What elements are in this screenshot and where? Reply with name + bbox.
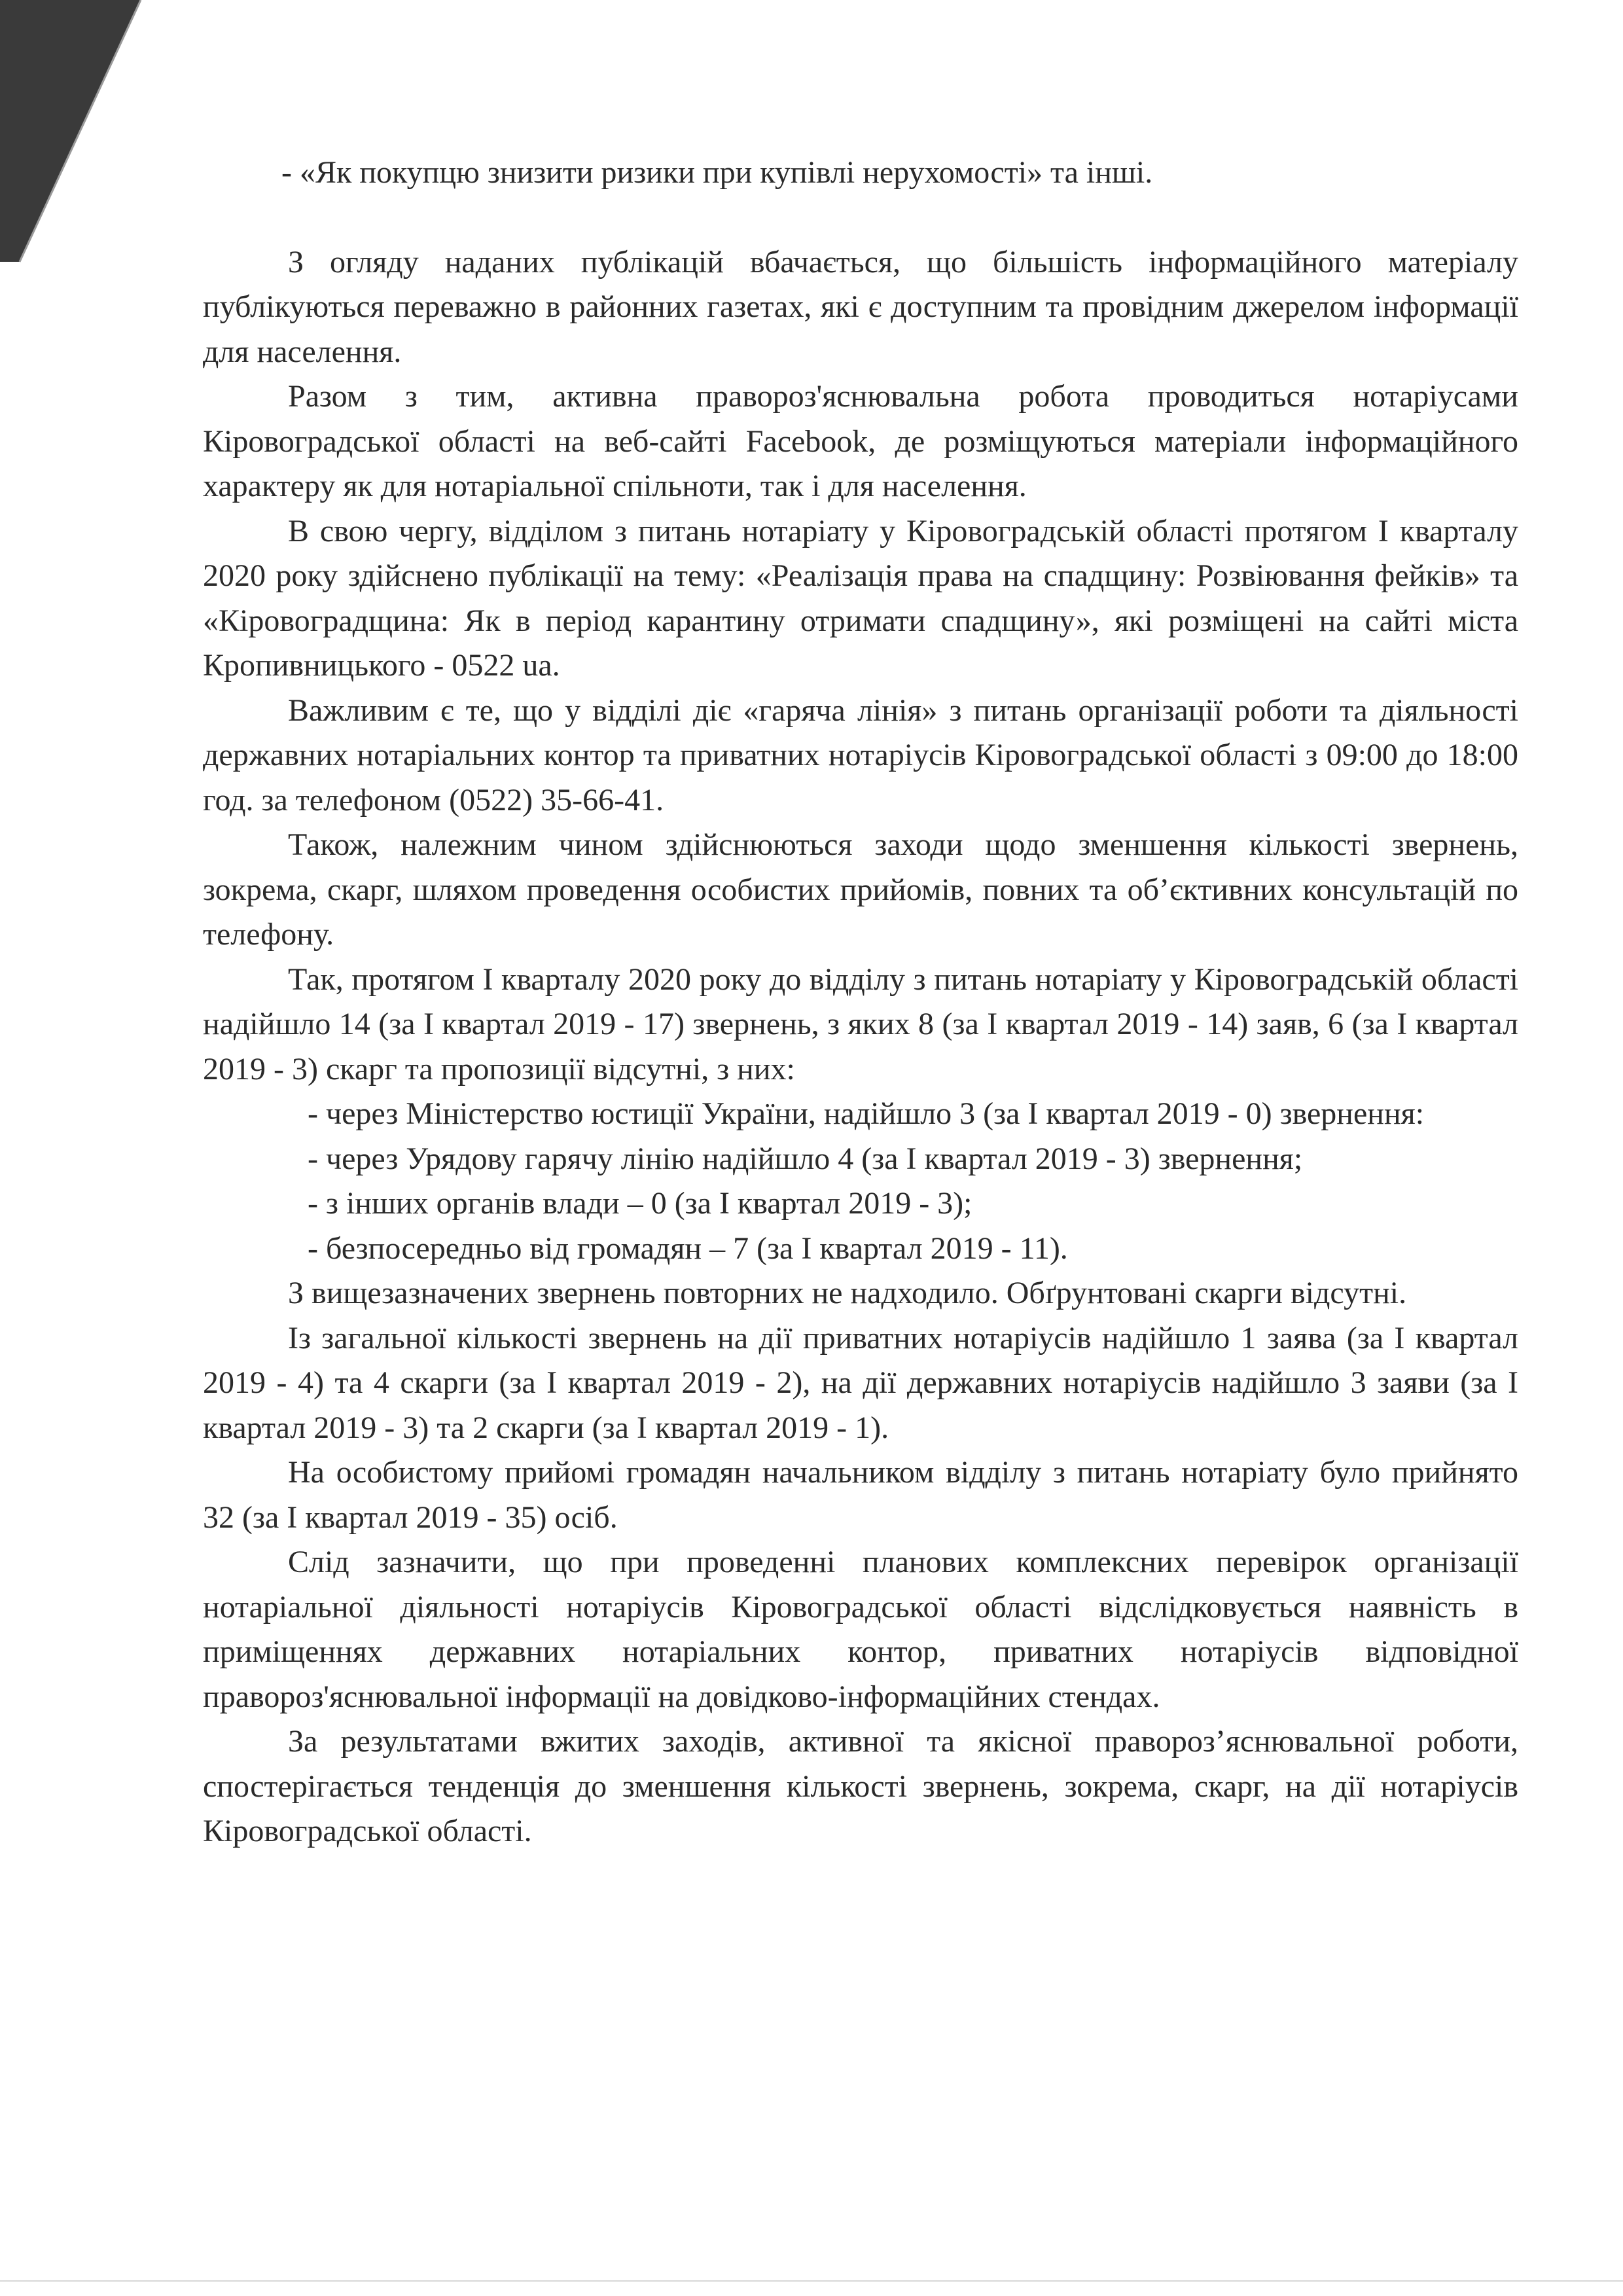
paragraph-hotline: Важливим є те, що у відділі діє «гаряча лінія» з питань організації роботи та діяльності державних нотаріальних контор та приватних нотаріусів Кіровоградської області з 09:00 до 18:00 год. за телефоном (0522) 35-66-41.	[203, 692, 1518, 817]
intro-bullet: - «Як покупцю знизити ризики при купівлі нерухомості» та інші.	[281, 155, 1153, 190]
paragraph-facebook: Разом з тим, активна праворoз'яснювальна робота проводиться нотаріусами Кіровоградської області на веб-сайті Facebook, де розміщуються матеріали інформаційного характеру як для нотаріальної спільноти, так і для населення.	[203, 379, 1518, 503]
list-item-citizens: - безпосередньо від громадян – 7 (за І квартал 2019 - 11).	[308, 1230, 1068, 1266]
list-item-other-authorities: - з інших органів влади – 0 (за І квартал 2019 - 3);	[308, 1186, 972, 1221]
paragraph-publications: З огляду наданих публікацій вбачається, що більшість інформаційного матеріалу публікуються переважно в районних газетах, які є доступним та провідним джерелом інформації для населення.	[203, 244, 1518, 369]
paragraph-results: За результатами вжитих заходів, активної та якісної правороз’яснювальної роботи, спостерігається тенденція до зменшення кількості звернень, зокрема, скарг, на дії нотаріусів Кіровоградської області.	[203, 1724, 1518, 1848]
paragraph-appeals-total: Так, протягом І кварталу 2020 року до відділу з питань нотаріату у Кіровоградській області надійшло 14 (за І квартал 2019 - 17) звернень, з яких 8 (за І квартал 2019 - 14) заяв, 6 (за І квартал 2019 - 3) скарг та пропозиції відсутні, з них:	[203, 961, 1518, 1086]
list-item-hotline: - через Урядову гарячу лінію надійшло 4 (за І квартал 2019 - 3) звернення;	[308, 1141, 1303, 1176]
paragraph-measures: Також, належним чином здійснюються заходи щодо зменшення кількості звернень, зокрема, скарг, шляхом проведення особистих прийомів, повних та об’єктивних консультацій по телефону.	[203, 827, 1518, 952]
paragraph-repeat-appeals: З вищезазначених звернень повторних не надходило. Обґрунтовані скарги відсутні.	[288, 1276, 1407, 1310]
paragraph-inspections: Слід зазначити, що при проведенні планових комплексних перевірок організації нотаріальної діяльності нотаріусів Кіровоградської області відслідковується наявність в приміщеннях державних нотаріальних контор, приватних нотаріусів відповідної правороз'яснювальної інформації на довідково-інформаційних стендах.	[203, 1545, 1518, 1714]
document-body	[203, 151, 1518, 1854]
list-item-ministry: - через Міністерство юстиції України, надійшло 3 (за І квартал 2019 - 0) звернення:	[308, 1096, 1425, 1131]
paragraph-personal-reception: На особистому прийомі громадян начальником відділу з питань нотаріату було прийнято 32 (за І квартал 2019 - 35) осіб.	[203, 1455, 1518, 1535]
paragraph-breakdown: Із загальної кількості звернень на дії приватних нотаріусів надійшло 1 заява (за І квартал 2019 - 4) та 4 скарги (за І квартал 2019 - 2), на дії державних нотаріусів надійшло 3 заяви (за І квартал 2019 - 3) та 2 скарги (за І квартал 2019 - 1).	[203, 1320, 1518, 1445]
paragraph-department-publications: В свою чергу, відділом з питань нотаріату у Кіровоградській області протягом І кварталу 2020 року здійснено публікації на тему: «Реалізація права на спадщину: Розвіювання фейків» та «Кіровоградщина: Як в період карантину отримати спадщину», які розміщені на сайті міста Кропивницького - 0522 ua.	[203, 513, 1518, 683]
